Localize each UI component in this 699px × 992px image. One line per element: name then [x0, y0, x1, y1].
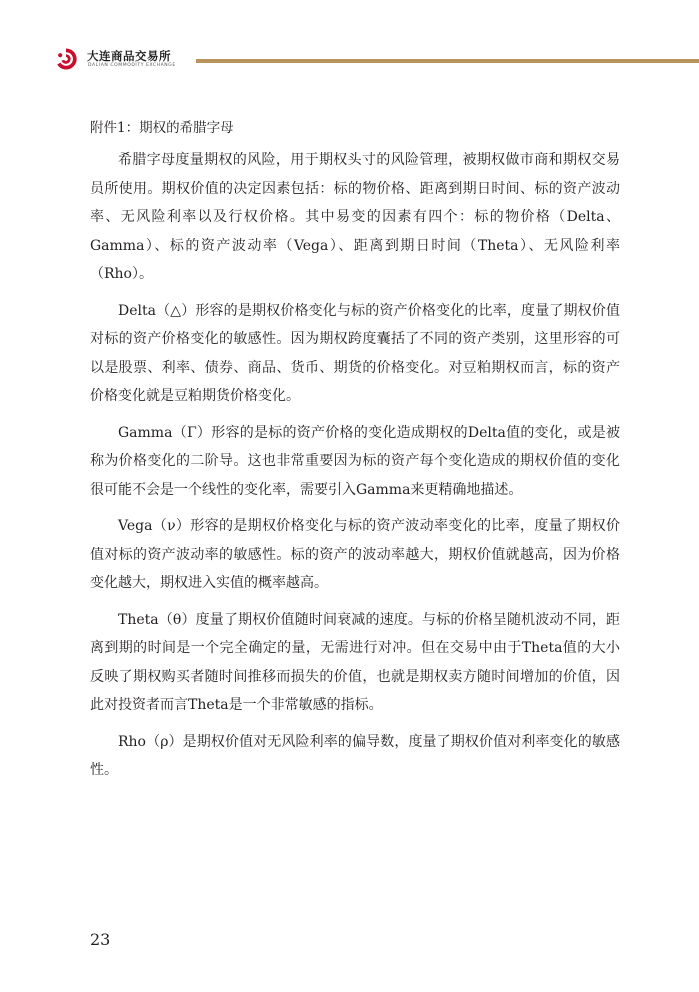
paragraph-gamma: Gamma（Γ）形容的是标的资产价格的变化造成期权的Delta值的变化，或是被称为价格变化的二阶导。这也非常重要因为标的资产每个变化造成的期权价值的变化很可能不会是一个线性的变化率，需要引入Gamma来更精确地描述。 — [90, 424, 620, 498]
logo-subtext: DALIAN COMMODITY EXCHANGE — [88, 63, 176, 68]
page-number: 23 — [90, 930, 111, 949]
document-body — [90, 116, 620, 793]
paragraph-vega: Vega（ν）形容的是期权价格变化与标的资产波动率变化的比率，度量了期权价值对标的资产波动率的敏感性。标的资产的波动率越大，期权价值就越高，因为价格变化越大，期权进入实值的概率越高。 — [90, 518, 620, 591]
dce-logo-icon — [54, 47, 78, 71]
logo-text: 大连商品交易所 — [87, 49, 171, 63]
appendix-heading: 附件1：期权的希腊字母 — [90, 120, 234, 136]
paragraph-intro: 希腊字母度量期权的风险，用于期权头寸的风险管理，被期权做市商和期权交易员所使用。期权价值的决定因素包括：标的物价格、距离到期日时间、标的资产波动率、无风险利率以及行权价格。其中易变的因素有四个：标的物价格（Delta、Gamma）、标的资产波动率（Vega）、距离到期日时间（Theta）、无风险利率（Rho）。 — [90, 152, 620, 282]
paragraph-delta: Delta（△）形容的是期权价格变化与标的资产价格变化的比率，度量了期权价值对标的资产价格变化的敏感性。因为期权跨度囊括了不同的资产类别，这里形容的可以是股票、利率、债券、商品、货币、期货的价格变化。对豆粕期权而言，标的资产价格变化就是豆粕期货价格变化。 — [90, 302, 620, 404]
paragraph-theta: Theta（θ）度量了期权价值随时间衰减的速度。与标的价格呈随机波动不同，距离到期的时间是一个完全确定的量，无需进行对冲。但在交易中由于Theta值的大小反映了期权购买者随时间推移而损失的价值，也就是期权卖方随时间增加的价值，因此对投资者而言Theta是一个非常敏感的指标。 — [90, 611, 620, 713]
header-divider — [196, 59, 699, 63]
page-header — [0, 0, 699, 84]
paragraph-rho: Rho（ρ）是期权价值对无风险利率的偏导数，度量了期权价值对利率变化的敏感性。 — [90, 733, 620, 778]
